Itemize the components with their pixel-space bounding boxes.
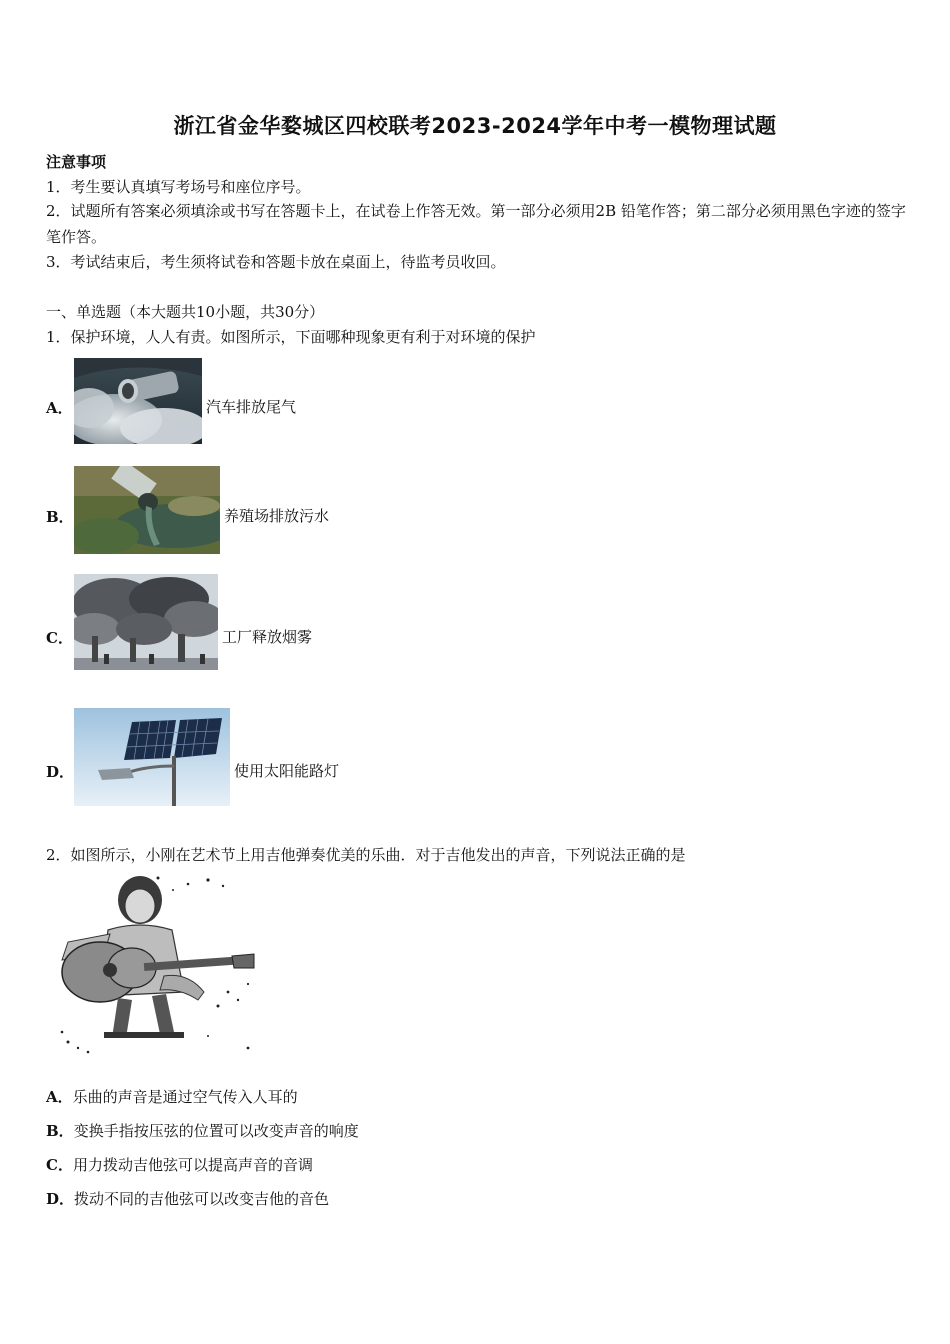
q1-option-b-letter: B．	[46, 508, 74, 526]
q1-option-d-letter: D．	[46, 763, 75, 781]
q1-option-d-text: 使用太阳能路灯	[234, 762, 340, 780]
q1-option-a-text: 汽车排放尾气	[206, 398, 297, 416]
q2-stem: 2．如图所示，小刚在艺术节上用吉他弹奏优美的乐曲．对于吉他发出的声音，下列说法正确的是	[46, 846, 686, 864]
q1-stem: 1．保护环境，人人有责。如图所示，下面哪种现象更有利于对环境的保护	[46, 328, 536, 346]
notice-item-2: 2．试题所有答案必须填涂或书写在答题卡上，在试卷上作答无效。第一部分必须用2B 铅笔作答；第二部分必须用黑色字迹的签字笔作答。	[46, 202, 906, 246]
notice-item-1: 1．考生要认真填写考场号和座位序号。	[46, 178, 311, 196]
factory-smoke-image	[74, 574, 218, 670]
q2-option-a-text: 乐曲的声音是通过空气传入人耳的	[72, 1088, 298, 1106]
q1-option-a-letter: A．	[46, 399, 73, 417]
q2-option-c-letter: C．	[46, 1156, 73, 1174]
solar-streetlight-image	[74, 708, 230, 806]
q1-option-c-text: 工厂释放烟雾	[222, 628, 313, 646]
q1-option-b-text: 养殖场排放污水	[224, 507, 330, 525]
q2-option-a-letter: A．	[46, 1088, 73, 1106]
q2-option-d-letter: D．	[46, 1190, 75, 1208]
section-heading: 一、单选题（本大题共10小题，共30分）	[46, 303, 325, 321]
sewage-pipe-image	[74, 466, 220, 554]
notice-heading: 注意事项	[46, 153, 107, 171]
q2-option-b-letter: B．	[46, 1122, 74, 1140]
q2-option-d-text: 拨动不同的吉他弦可以改变吉他的音色	[74, 1190, 330, 1208]
guitar-player-image	[48, 872, 262, 1056]
notice-item-3: 3．考试结束后，考生须将试卷和答题卡放在桌面上，待监考员收回。	[46, 253, 506, 271]
q2-option-b-text: 变换手指按压弦的位置可以改变声音的响度	[73, 1122, 359, 1140]
q2-option-c-text: 用力拨动吉他弦可以提高声音的音调	[72, 1156, 313, 1174]
exhaust-pipe-image	[74, 358, 202, 444]
q1-option-c-letter: C．	[46, 629, 73, 647]
page-title: 浙江省金华婺城区四校联考2023-2024学年中考一模物理试题	[173, 114, 777, 138]
